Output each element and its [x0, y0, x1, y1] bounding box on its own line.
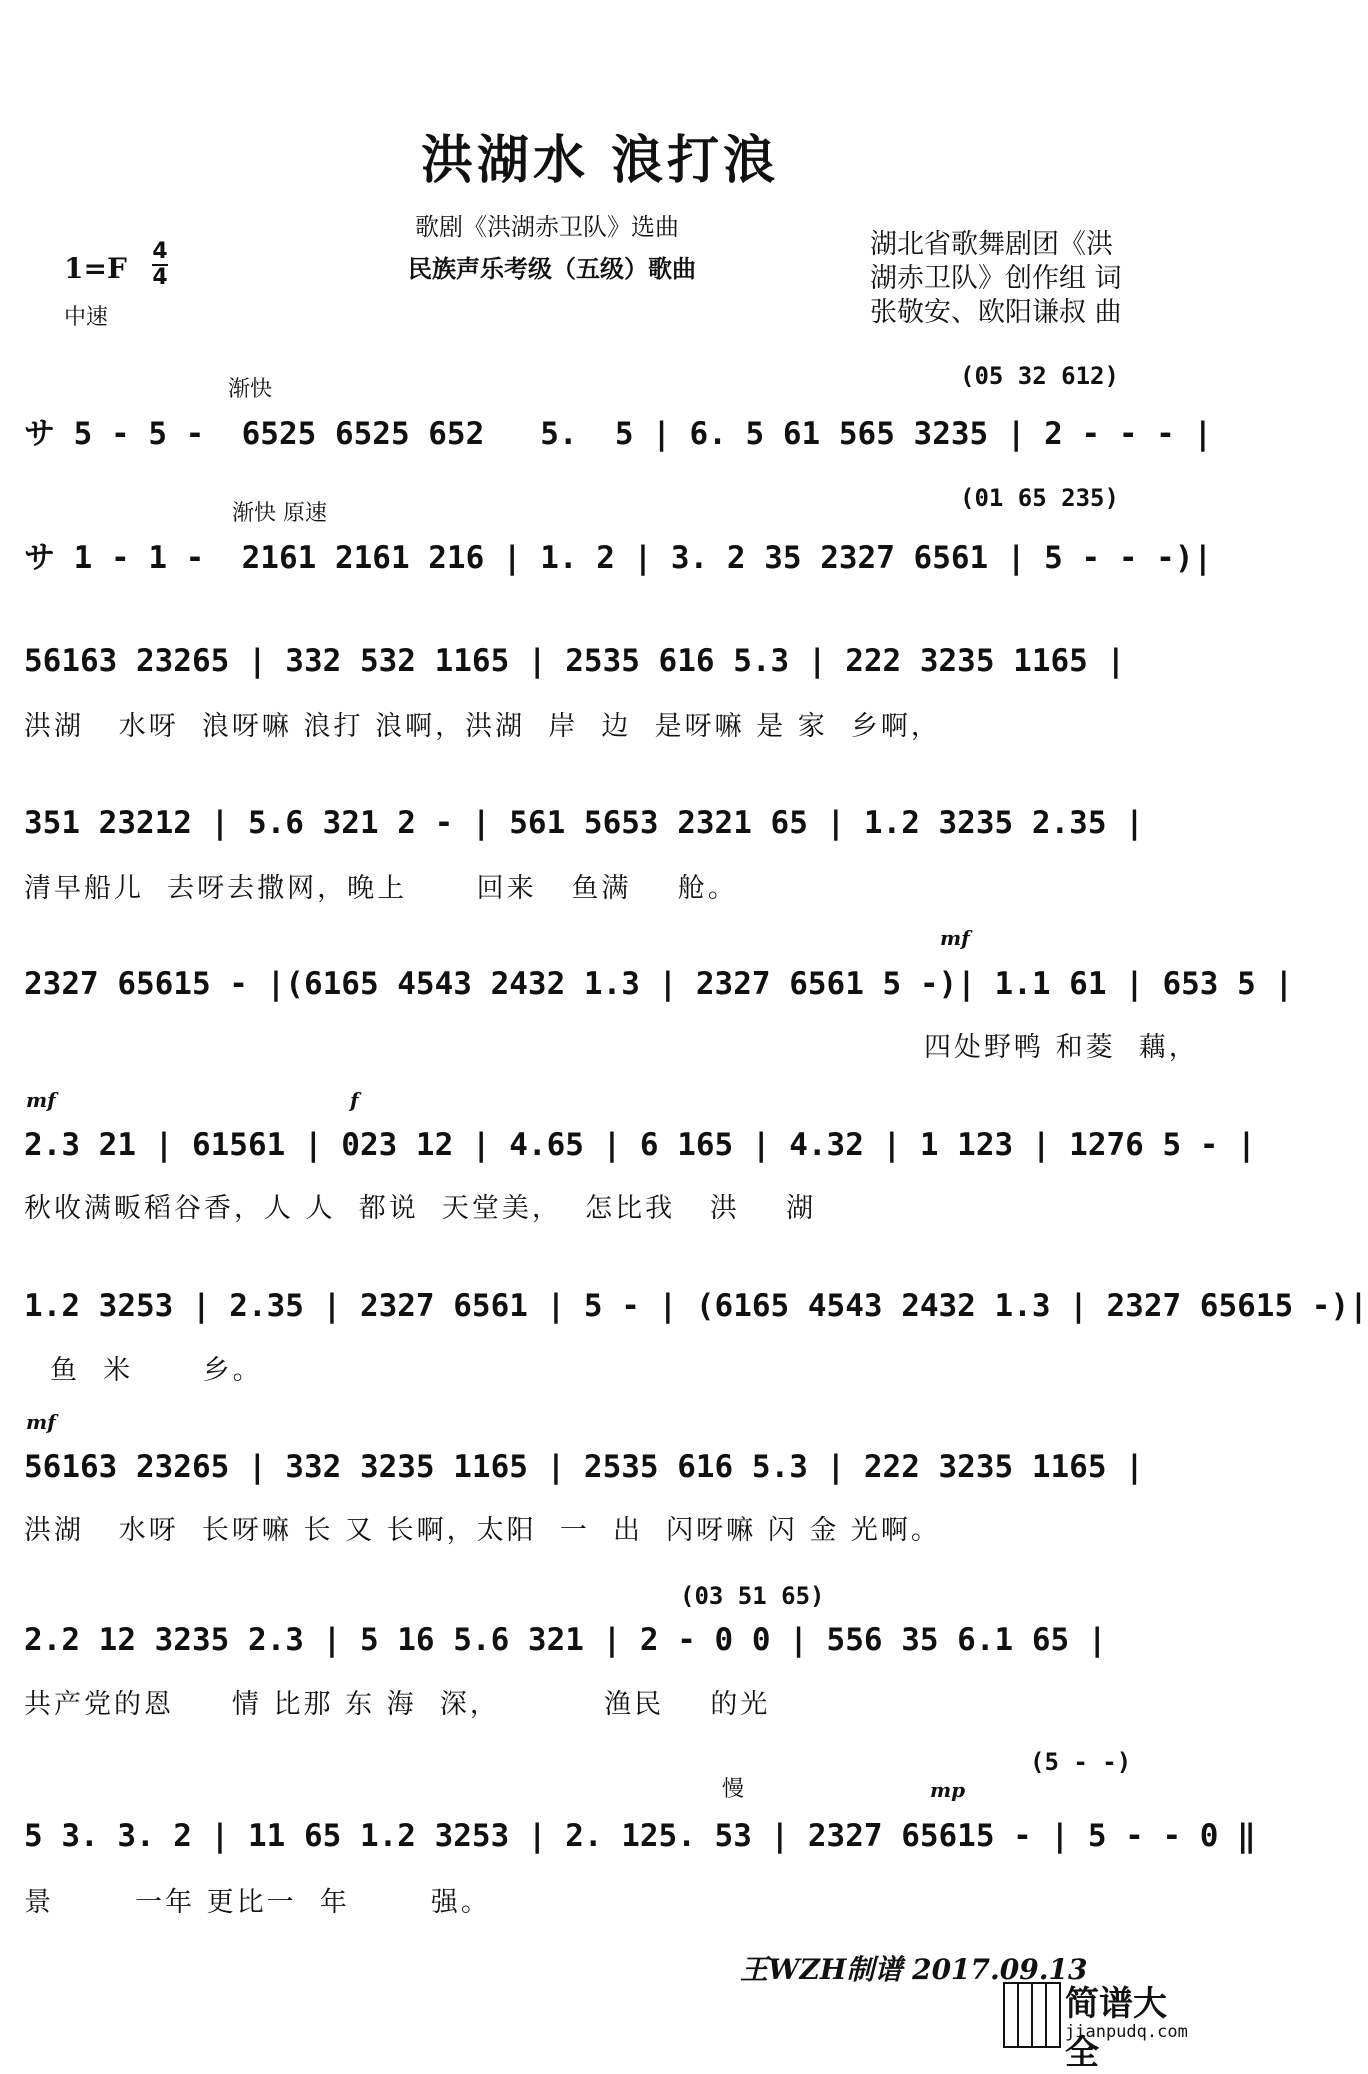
line8-lyrics: 洪湖 水呀 长呀嘛 长 又 长啊，太阳 一 出 闪呀嘛 闪 金 光啊。 — [24, 1515, 941, 1546]
line9-notes: 2.2 12 3235 2.3 | 5 16 5.6 321 | 2 - 0 0 | 556 35 6.1 65 | — [24, 1622, 1107, 1658]
logo-domain: jianpudq.com — [1065, 2022, 1188, 2042]
line3-lyrics: 洪湖 水呀 浪呀嘛 浪打 浪啊，洪湖 岸 边 是呀嘛 是 家 乡啊， — [24, 711, 941, 742]
line5-notes: 2327 65615 - |(6165 4543 2432 1.3 | 2327 6561 5 -)| 1.1 61 | 653 5 | — [24, 966, 1294, 1002]
subtitle-opera: 歌剧《洪湖赤卫队》选曲 — [415, 213, 679, 241]
key-signature — [64, 252, 127, 285]
line10-lyrics: 景 一年 更比一 年 强。 — [24, 1887, 491, 1918]
line2-small-notes: (01 65 235) — [960, 484, 1119, 512]
line1-annotation: 渐快 — [228, 377, 273, 402]
site-logo — [1003, 1976, 1188, 2073]
line2-notes: サ 1 - 1 - 2161 2161 216 | 1. 2 | 3. 2 35 2327 6561 | 5 - - -)| — [24, 540, 1213, 576]
line10-notes: 5 3. 3. 2 | 11 65 1.2 3253 | 2. 125. 53 | 2327 65615 - | 5 - - 0 ‖ — [24, 1818, 1256, 1854]
dynamic-f: f — [350, 1088, 359, 1112]
line5-lyrics: 四处野鸭 和菱 藕， — [924, 1032, 1199, 1063]
line7-notes: 1.2 3253 | 2.35 | 2327 6561 | 5 - | (6165 4543 2432 1.3 | 2327 65615 -)| — [24, 1288, 1368, 1324]
line4-notes: 351 23212 | 5.6 321 2 - | 561 5653 2321 65 | 1.2 3235 2.35 | — [24, 805, 1144, 841]
line6-notes: 2.3 21 | 61561 | 023 12 | 4.65 | 6 165 | 4.32 | 1 123 | 1276 5 - | — [24, 1127, 1256, 1163]
tempo-marking: 中速 — [64, 305, 109, 330]
subtitle-exam: 民族声乐考级（五级）歌曲 — [408, 254, 696, 283]
line10-small-notes: (5 - -) — [1030, 1748, 1132, 1776]
line4-lyrics: 清早船儿 去呀去撒网，晚上 回来 鱼满 舱。 — [24, 873, 738, 904]
line10-annotation: 慢 — [722, 1777, 745, 1802]
time-bottom: 4 — [152, 265, 168, 290]
logo-brand: 简谱大全 — [1065, 1984, 1167, 2073]
dynamic-mf-3: mf — [26, 1410, 56, 1434]
line3-notes: 56163 23265 | 332 532 1165 | 2535 616 5.3 | 222 3235 1165 | — [24, 643, 1126, 679]
credit-line-1: 湖北省歌舞剧团《洪 — [870, 229, 1113, 260]
time-top: 4 — [152, 239, 168, 264]
line6-lyrics: 秋收满畈稻谷香，人 人 都说 天堂美， 怎比我 洪 湖 — [24, 1193, 817, 1224]
line2-annotation: 渐快 原速 — [232, 501, 327, 526]
dynamic-mf-1: mf — [940, 926, 970, 950]
credit-line-2: 湖赤卫队》创作组 词 — [870, 263, 1122, 294]
time-signature — [152, 240, 168, 290]
song-title: 洪湖水 浪打浪 — [420, 130, 780, 191]
line9-small-notes: (03 51 65) — [680, 1582, 825, 1610]
credit-line-3: 张敬安、欧阳谦叔 曲 — [870, 297, 1122, 328]
dynamic-mf-2: mf — [26, 1088, 56, 1112]
line8-notes: 56163 23265 | 332 3235 1165 | 2535 616 5.3 | 222 3235 1165 | — [24, 1449, 1144, 1485]
line1-small-notes: (05 32 612) — [960, 362, 1119, 390]
piano-icon — [1003, 1982, 1061, 2048]
line1-notes: サ 5 - 5 - 6525 6525 652 5. 5 | 6. 5 61 565 3235 | 2 - - - | — [24, 416, 1213, 452]
line7-lyrics: 鱼 米 乡。 — [50, 1355, 263, 1386]
key-label: 1=F — [64, 252, 127, 285]
credits — [870, 228, 1122, 330]
line9-lyrics: 共产党的恩 情 比那 东 海 深， 渔民 的光 — [24, 1689, 771, 1720]
dynamic-mp: mp — [930, 1778, 966, 1802]
arranger-signature: 王WZH制谱 2017.09.13 — [740, 1953, 1088, 1986]
